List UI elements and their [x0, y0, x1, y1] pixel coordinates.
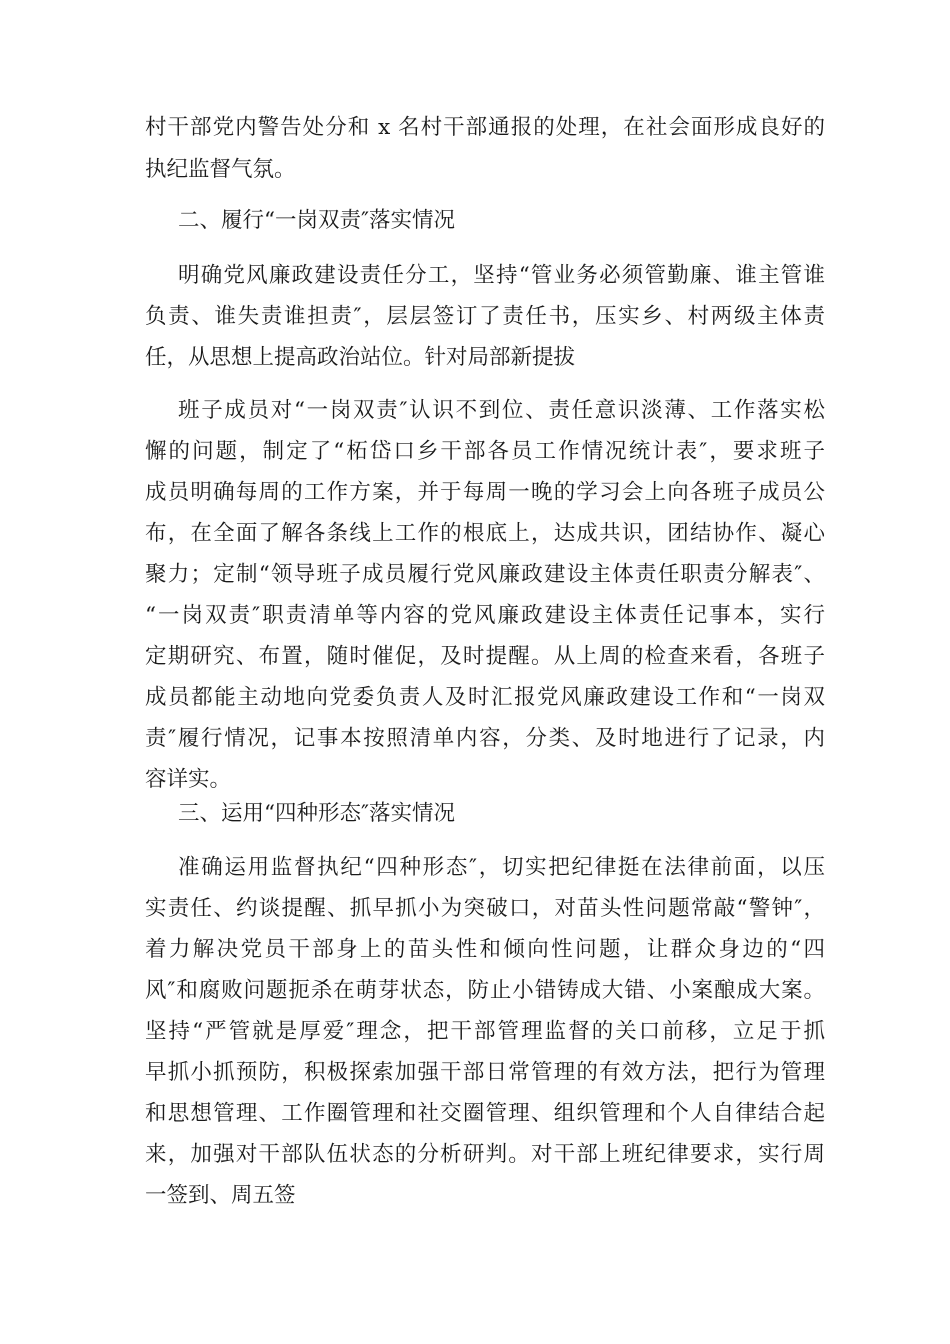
- body-text-line: 责″履行情况，记事本按照清单内容，分类、及时地进行了记录，内: [145, 726, 825, 751]
- body-text-line: 准确运用监督执纪“四种形态″，切实把纪律挺在法律前面，以压: [178, 855, 825, 880]
- body-text-line: 懈的问题，制定了“柘岱口乡干部各员工作情况统计表″，要求班子: [145, 439, 825, 464]
- body-text-line: 着力解决党员干部身上的苗头性和倾向性问题，让群众身边的“四: [145, 937, 825, 962]
- body-text-line: 班子成员对“一岗双责″认识不到位、责任意识淡薄、工作落实松: [178, 398, 825, 423]
- body-text-line: 成员明确每周的工作方案，并于每周一晚的学习会上向各班子成员公: [145, 480, 825, 505]
- body-text-line: 聚力；定制“领导班子成员履行党风廉政建设主体责任职责分解表″、: [145, 562, 825, 587]
- body-text-line: “一岗双责″职责清单等内容的党风廉政建设主体责任记事本，实行: [145, 603, 825, 628]
- body-text-line: 和思想管理、工作圈管理和社交圈管理、组织管理和个人自律结合起: [145, 1101, 825, 1126]
- body-text-line: 容详实。: [145, 767, 232, 792]
- body-text-line: 明确党风廉政建设责任分工，坚持“管业务必须管勤廉、谁主管谁: [178, 263, 825, 288]
- body-text-line: 村干部党内警告处分和 x 名村干部通报的处理，在社会面形成良好的: [145, 115, 825, 140]
- body-text-line: 实责任、约谈提醒、抓早抓小为突破口，对苗头性问题常敲“警钟″，: [145, 896, 825, 921]
- body-text-line: 早抓小抓预防，积极探索加强干部日常管理的有效方法，把行为管理: [145, 1060, 825, 1085]
- body-text-line: 执纪监督气氛。: [145, 157, 296, 182]
- body-text-line: 任，从思想上提高政治站位。针对局部新提拔: [145, 345, 576, 370]
- body-text-line: 定期研究、布置，随时催促，及时提醒。从上周的检查来看，各班子: [145, 644, 825, 669]
- body-text-line: 布，在全面了解各条线上工作的根底上，达成共识，团结协作、凝心: [145, 521, 825, 546]
- section-heading-3: 三、运用“四种形态″落实情况: [178, 801, 456, 826]
- body-text-line: 风″和腐败问题扼杀在萌芽状态，防止小错铸成大错、小案酿成大案。: [145, 978, 825, 1003]
- body-text-line: 来，加强对干部队伍状态的分析研判。对干部上班纪律要求，实行周: [145, 1142, 825, 1167]
- body-text-line: 负责、谁失责谁担责″，层层签订了责任书，压实乡、村两级主体责: [145, 304, 825, 329]
- body-text-line: 坚持“严管就是厚爱″理念，把干部管理监督的关口前移，立足于抓: [145, 1019, 825, 1044]
- section-heading-2: 二、履行“一岗双责″落实情况: [178, 208, 456, 233]
- body-text-line: 一签到、周五签: [145, 1183, 296, 1208]
- body-text-line: 成员都能主动地向党委负责人及时汇报党风廉政建设工作和“一岗双: [145, 685, 825, 710]
